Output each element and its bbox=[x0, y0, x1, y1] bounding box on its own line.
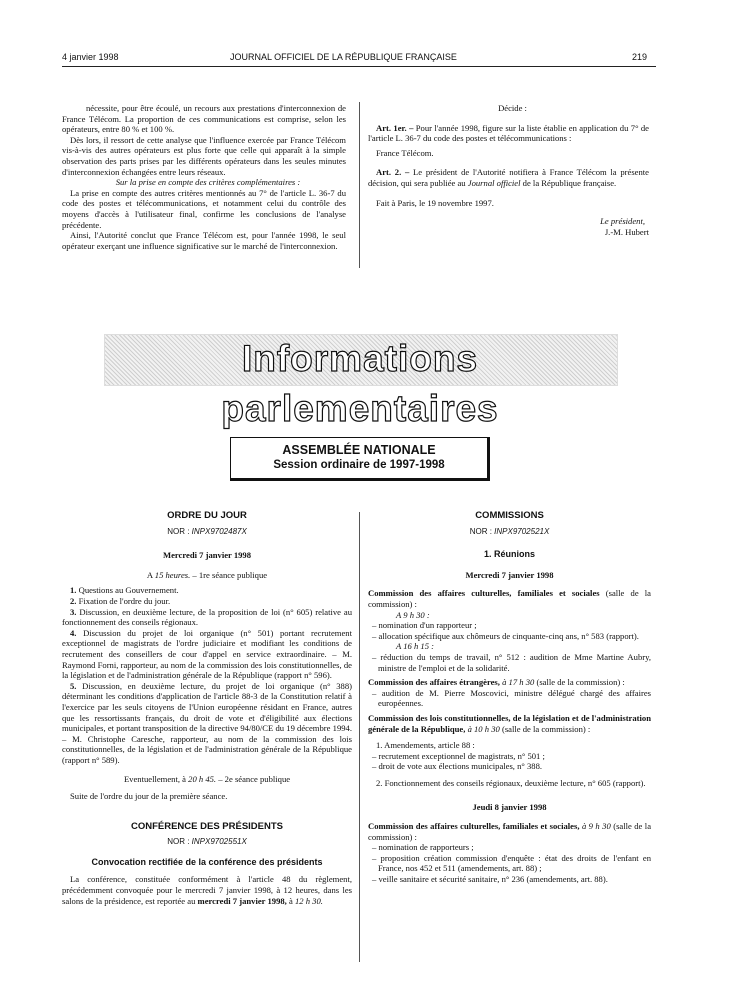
agenda-num: 5. bbox=[70, 680, 77, 691]
commission-1-name: Commission des affaires culturelles, familiales et sociales bbox=[368, 588, 600, 599]
list-item: – veille sanitaire et sécurité sanitaire, n° 236 (amendements, art. 88). bbox=[368, 874, 651, 885]
commission-3-time: à 10 h 30 bbox=[467, 723, 500, 734]
conference-date: mercredi 7 janvier 1998, bbox=[197, 895, 287, 906]
agenda-item bbox=[62, 628, 352, 681]
list-item: – nomination de rapporteurs ; bbox=[368, 842, 651, 853]
commission-3-sub-1: 1. Amendements, article 88 : bbox=[376, 740, 475, 751]
conference-nor bbox=[62, 837, 352, 848]
list-item: – nomination d'un rapporteur ; bbox=[368, 620, 651, 631]
list-item: – recrutement exceptionnel de magistrats, n° 501 ; bbox=[368, 751, 651, 762]
agenda-text: Discussion, en deuxième lecture, de la proposition de loi (n° 605) relative au fonctionnement des conseils régionaux. bbox=[62, 606, 352, 628]
commission-4-time: à 9 h 30 bbox=[581, 821, 611, 832]
top-right-column bbox=[368, 103, 649, 237]
conference-subtitle: Convocation rectifiée de la conférence des présidents bbox=[91, 856, 323, 867]
agenda-list bbox=[62, 585, 352, 765]
seance-1 bbox=[62, 570, 352, 581]
seance-2 bbox=[62, 774, 352, 785]
commission-2-list bbox=[368, 688, 651, 709]
agenda-text: Fixation de l'ordre du jour. bbox=[78, 595, 171, 606]
article-1-label: Art. 1er. – bbox=[376, 122, 414, 133]
commission-1-room: (salle de la commission) : bbox=[368, 588, 651, 609]
ordre-du-jour-column bbox=[62, 511, 352, 906]
column-divider bbox=[359, 512, 360, 962]
decide-text: Décide : bbox=[498, 103, 527, 113]
seance-1-label: – 1re séance publique bbox=[192, 569, 268, 580]
commission-2-name: Commission des affaires étrangères, bbox=[368, 677, 500, 688]
commission-3 bbox=[368, 713, 651, 734]
commission-2-room: (salle de la commission) : bbox=[536, 677, 625, 688]
nor-label: NOR : bbox=[167, 837, 190, 847]
ordre-du-jour-title: ORDRE DU JOUR bbox=[167, 510, 247, 521]
top-left-column bbox=[62, 103, 346, 251]
conference-text-b: à bbox=[288, 895, 293, 906]
commission-4-list bbox=[368, 842, 651, 884]
nor-code: INPX9702551X bbox=[191, 837, 247, 847]
article-1-text: Pour l'année 1998, figure sur la liste établie en application du 7° de l'article L. 36-7 du code des postes et télécommunications : bbox=[368, 122, 649, 144]
agenda-item bbox=[62, 607, 352, 628]
list-item: – réduction du temps de travail, n° 512 : audition de Mme Martine Aubry, ministre de l'emploi et de la solidarité. bbox=[368, 652, 651, 673]
agenda-item bbox=[62, 681, 352, 766]
commission-4 bbox=[368, 821, 651, 842]
commission-3-name: Commission des lois constitutionnelles, de la législation et de l'administration générale de la République, bbox=[368, 712, 651, 734]
reunions-heading: 1. Réunions bbox=[483, 549, 535, 560]
agenda-num: 2. bbox=[70, 595, 77, 606]
column-divider bbox=[359, 102, 360, 268]
nor-code: INPX9702487X bbox=[191, 526, 247, 536]
subheading: Sur la prise en compte des critères complémentaires : bbox=[115, 177, 301, 188]
day-2: Jeudi 8 janvier 1998 bbox=[472, 802, 547, 813]
article-2-text-end: de la République française. bbox=[522, 177, 617, 188]
paragraph: Ainsi, l'Autorité conclut que France Télécom est, pour l'année 1998, le seul opérateur exerçant une influence significative sur le marché de l'interconnexion. bbox=[62, 230, 346, 251]
commission-1 bbox=[368, 588, 651, 609]
list-item: – allocation spécifique aux chômeurs de cinquante-cinq ans, n° 583 (rapport). bbox=[368, 631, 651, 642]
commissions-nor bbox=[368, 527, 651, 538]
journal-officiel-text: Journal officiel bbox=[467, 177, 521, 188]
seance-2-prefix: Eventuellement, à bbox=[123, 774, 186, 785]
agenda-item bbox=[62, 596, 352, 607]
commission-3-list bbox=[368, 751, 651, 772]
page-number: 219 bbox=[632, 52, 648, 62]
signature-name: J.-M. Hubert bbox=[604, 226, 649, 237]
paragraph: La prise en compte des autres critères mentionnés au 7° de l'article L. 36-7 du code des postes et télécommunications, et notamment celui du contrôle des moyens d'accès à l'utilisateur final, confirme les conclusions de l'analyse précédente. bbox=[62, 187, 346, 230]
journal-title: JOURNAL OFFICIEL DE LA RÉPUBLIQUE FRANÇAISE bbox=[230, 52, 457, 62]
article-2 bbox=[368, 167, 649, 188]
nor-label: NOR : bbox=[167, 526, 190, 536]
day-1: Mercredi 7 janvier 1998 bbox=[465, 569, 554, 580]
commission-3-room: (salle de la commission) : bbox=[501, 723, 591, 734]
agenda-num: 1. bbox=[70, 585, 77, 596]
agenda-num: 3. bbox=[70, 606, 77, 617]
commission-4-room: (salle de la commission) : bbox=[368, 821, 652, 842]
article-1 bbox=[368, 123, 649, 144]
commission-3-sub-2: 2. Fonctionnement des conseils régionaux, deuxième lecture, n° 605 (rapport). bbox=[376, 777, 646, 788]
commission-2 bbox=[368, 677, 651, 688]
agenda-text: Questions au Gouvernement. bbox=[78, 585, 179, 596]
conference-title: CONFÉRENCE DES PRÉSIDENTS bbox=[130, 820, 284, 832]
paragraph: nécessite, pour être écoulé, un recours aux prestations d'interconnexion de France Télécom. La proportion de ces communications est comprise, selon les opérateurs, entre 80 % et 100 %. bbox=[62, 103, 346, 135]
conference-text bbox=[62, 874, 352, 906]
agenda-num: 4. bbox=[70, 627, 77, 638]
session-name: Session ordinaire de 1997-1998 bbox=[273, 459, 445, 471]
commission-4-name: Commission des affaires culturelles, familiales et sociales, bbox=[368, 821, 580, 832]
seance-1-time: 15 heures. bbox=[154, 569, 191, 580]
paragraph: Dès lors, il ressort de cette analyse que l'influence exercée par France Télécom vis-à-vis des autres opérateurs est plus forte que celle qui apparaît à la simple observation des parts prises par les différents opérateurs dans les seules minutes d'interconnexion échangées entre leurs réseaux. bbox=[62, 134, 346, 177]
operator-name: France Télécom. bbox=[376, 147, 434, 158]
commission-1-list-2 bbox=[368, 652, 651, 673]
header-rule bbox=[62, 66, 656, 67]
list-item: – droit de vote aux élections municipales, n° 388. bbox=[368, 761, 651, 772]
assembly-box bbox=[230, 437, 490, 481]
agenda-text: Discussion, en deuxième lecture, du projet de loi organique (n° 388) déterminant les conditions d'application de l'article 88-3 de la Constitution relatif à l'exercice par les seuls citoyens de l'Union européenne résidant en France, autres que les ressortissants français, du droit de vote et d'éligibilité aux élections municipales, et portant transposition de la directive 94/80/CE du 19 décembre 1994. – M. Christophe Caresche, rapporteur, au nom de la commission des lois constitutionnelles, de la législation et de l'administration générale de la République (rapport n° 589). bbox=[62, 680, 352, 765]
seance-2-time: 20 h 45. bbox=[188, 774, 217, 785]
signature-title: Le président, bbox=[600, 216, 645, 227]
list-item: – audition de M. Pierre Moscovici, ministre délégué chargé des affaires européennes. bbox=[368, 688, 651, 709]
commission-1-list-1 bbox=[368, 620, 651, 641]
commission-1-time-2: A 16 h 15 : bbox=[396, 641, 435, 652]
done-at: Fait à Paris, le 19 novembre 1997. bbox=[376, 197, 494, 208]
conference-text-a: La conférence, constituée conformément à l'article 48 du règlement, précédemment convoquée pour le mercredi 7 janvier 1998, à 12 heures, dans les salons de la présidence, est reportée au bbox=[62, 874, 352, 906]
ordre-date: Mercredi 7 janvier 1998 bbox=[162, 550, 252, 561]
nor-label: NOR : bbox=[469, 526, 492, 536]
ordre-nor bbox=[62, 527, 352, 538]
list-item: – proposition création commission d'enquête : état des droits de l'enfant en France, nos 452 et 511 (amendements, art. 88) ; bbox=[368, 853, 651, 874]
commission-2-time: à 17 h 30 bbox=[502, 677, 535, 688]
conference-time: 12 h 30. bbox=[294, 895, 323, 906]
commissions-column bbox=[368, 511, 651, 885]
banner-title: Informations parlementaires bbox=[221, 338, 499, 429]
agenda-item bbox=[62, 585, 352, 596]
nor-code: INPX9702521X bbox=[494, 526, 550, 536]
header-date: 4 janvier 1998 bbox=[62, 52, 119, 62]
assembly-name: ASSEMBLÉE NATIONALE bbox=[282, 443, 436, 457]
commission-1-time-1: A 9 h 30 : bbox=[396, 609, 430, 620]
article-2-text: Le président de l'Autorité notifiera à France Télécom la présente décision, qui sera publiée au bbox=[368, 167, 649, 188]
suite-text: Suite de l'ordre du jour de la première séance. bbox=[70, 791, 228, 802]
article-2-label: Art. 2. – bbox=[376, 167, 410, 178]
seance-1-prefix: A bbox=[146, 569, 153, 580]
commissions-title: COMMISSIONS bbox=[475, 510, 544, 521]
agenda-text: Discussion du projet de loi organique (n° 501) portant recrutement exceptionnel de magistrats de l'ordre judiciaire et modifiant les conditions de recrutement des conseillers de cour d'appel en service extraordinaire. – M. Raymond Forni, rapporteur, au nom de la commission des lois constitutionnelles, de la législation et de l'administration générale de la République (rapport n° 596). bbox=[62, 627, 352, 681]
seance-2-label: – 2e séance publique bbox=[218, 774, 291, 785]
